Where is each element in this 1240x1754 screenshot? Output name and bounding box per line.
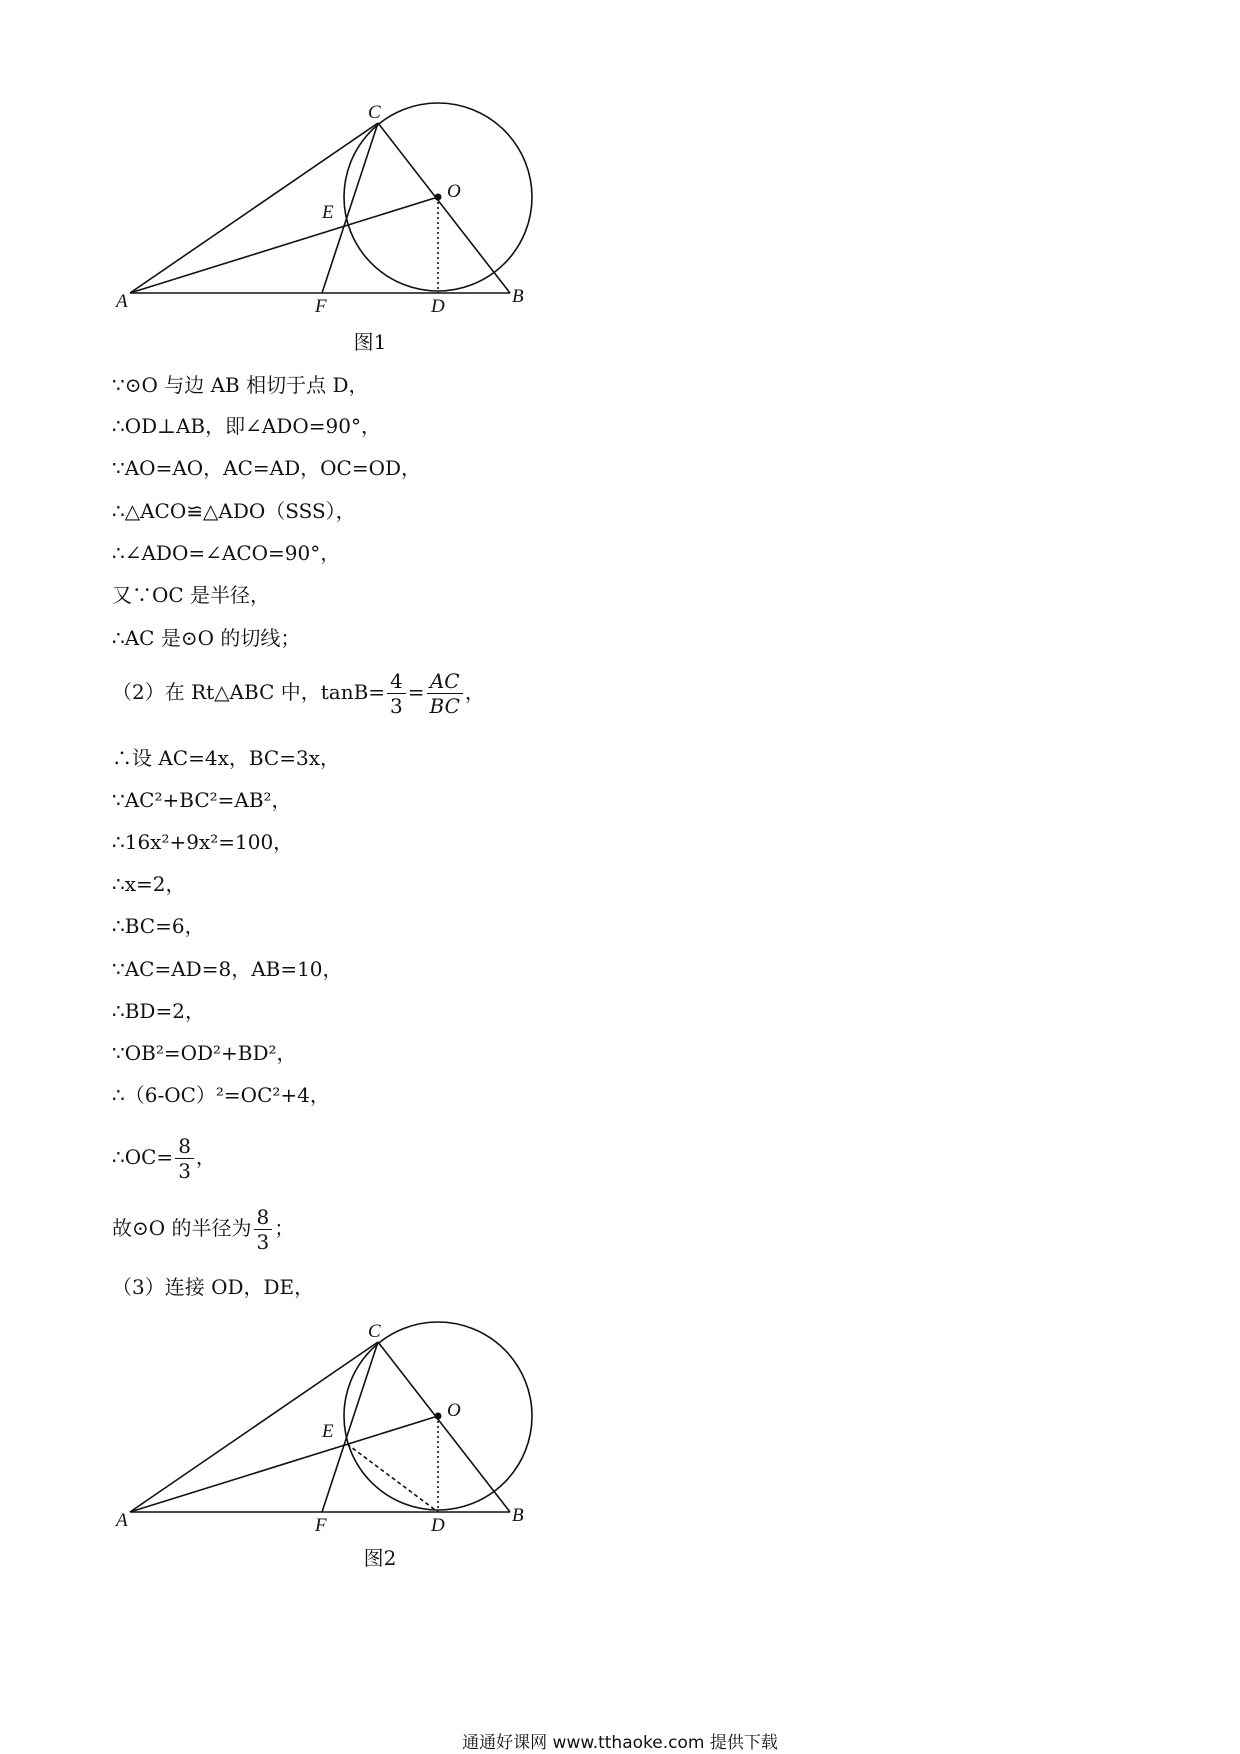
label-o: O	[447, 181, 461, 202]
figure-2	[0, 1310, 600, 1550]
part2-line-1: ∴设 AC=4x，BC=3x，	[112, 746, 340, 770]
solution-line-6: 又∵OC 是半径，	[112, 583, 271, 607]
label-c: C	[368, 102, 381, 123]
part3-line: （3）连接 OD，DE，	[112, 1275, 315, 1299]
radius-line	[112, 1203, 294, 1254]
oc-suffix: ，	[195, 1145, 216, 1169]
frac-num: 4	[390, 669, 403, 693]
fraction-ac-bc	[427, 669, 463, 718]
radius-suffix: ；	[274, 1216, 295, 1240]
solution-line-4: ∴△ACO≌△ADO（SSS），	[112, 499, 356, 523]
part2-line-5: ∴BC=6，	[112, 914, 205, 938]
label-o: O	[447, 1400, 461, 1421]
part2-prefix: （2）在 Rt△ABC 中，tanB=	[112, 680, 386, 704]
fraction-8-3	[254, 1205, 273, 1254]
frac-den: 3	[175, 1158, 194, 1183]
frac-num: 8	[178, 1134, 191, 1158]
solution-line-2: ∴OD⊥AB，即∠ADO=90°，	[112, 414, 381, 438]
frac-num: 8	[256, 1205, 270, 1229]
part2-line-6: ∵AC=AD=8，AB=10，	[112, 957, 343, 981]
frac-num: AC	[429, 669, 460, 693]
footer-credit: 通通好课网 www.tthaoke.com 提供下载	[462, 1733, 778, 1753]
frac-den: 3	[387, 693, 406, 718]
solution-line-5: ∴∠ADO=∠ACO=90°，	[112, 541, 341, 565]
figure-2-caption: 图2	[363, 1546, 397, 1570]
label-e: E	[322, 202, 334, 223]
figure-2-diagram	[0, 1310, 600, 1550]
solution-line-7: ∴AC 是⊙O 的切线；	[112, 626, 301, 650]
label-d: D	[431, 296, 445, 317]
segment-cb	[378, 123, 510, 293]
figure-1-diagram	[0, 0, 600, 350]
frac-den: BC	[427, 693, 463, 718]
point-o-dot	[435, 1413, 442, 1420]
part2-line-9: ∴（6-OC）²=OC²+4，	[112, 1083, 330, 1107]
label-f: F	[315, 296, 327, 317]
oc-value-line	[112, 1132, 216, 1183]
label-a: A	[116, 1510, 128, 1531]
point-o-dot	[435, 194, 442, 201]
label-b: B	[512, 286, 524, 307]
part2-line-7: ∴BD=2，	[112, 999, 205, 1023]
part2-line-4: ∴x=2，	[112, 872, 186, 896]
figure-1-caption: 图1	[353, 330, 387, 354]
label-e: E	[322, 1421, 334, 1442]
segment-ed-dashed	[347, 1444, 438, 1512]
oc-prefix: ∴OC=	[112, 1145, 174, 1169]
label-a: A	[116, 291, 128, 312]
label-f: F	[315, 1515, 327, 1536]
label-c: C	[368, 1321, 381, 1342]
solution-line-1: ∵⊙O 与边 AB 相切于点 D，	[112, 373, 369, 397]
part2-tanb-line	[112, 667, 485, 718]
segment-ac	[130, 123, 378, 293]
frac-den: 3	[254, 1229, 273, 1254]
solution-line-3: ∵AO=AO，AC=AD，OC=OD，	[112, 456, 422, 480]
fraction-4-3	[387, 669, 406, 718]
part2-suffix: ，	[464, 680, 485, 704]
part2-line-8: ∵OB²=OD²+BD²，	[112, 1041, 297, 1065]
radius-prefix: 故⊙O 的半径为	[112, 1216, 252, 1240]
segment-ac	[130, 1342, 378, 1512]
figure-1	[0, 0, 600, 350]
equals-sign: =	[407, 680, 425, 704]
segment-cb	[378, 1342, 510, 1512]
label-d: D	[431, 1515, 445, 1536]
fraction-8-3	[175, 1134, 194, 1183]
part2-line-2: ∵AC²+BC²=AB²，	[112, 788, 292, 812]
part2-line-3: ∴16x²+9x²=100，	[112, 830, 294, 854]
label-b: B	[512, 1505, 524, 1526]
